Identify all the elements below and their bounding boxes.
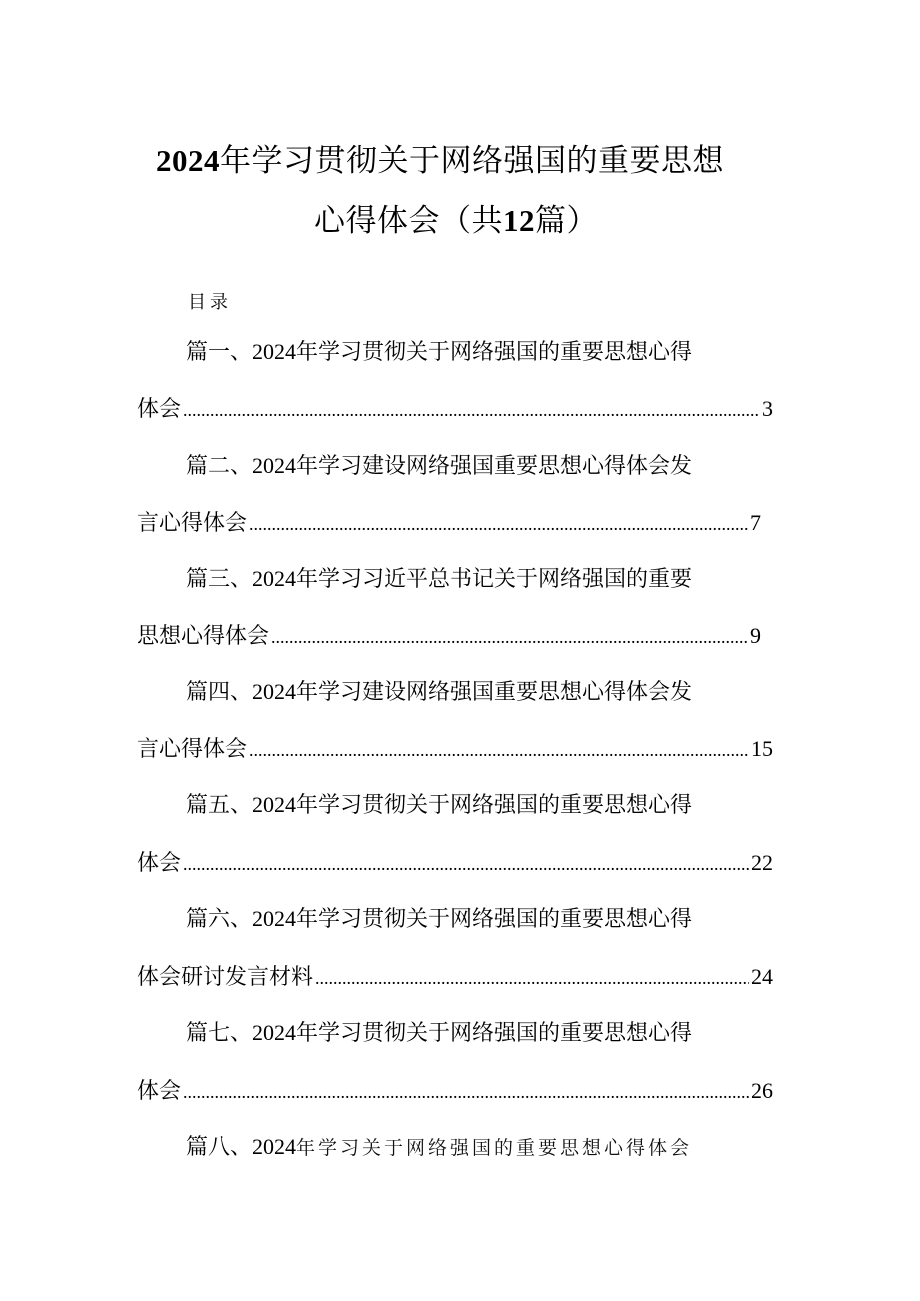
toc-entry-text: 年学习建设网络强国重要思想心得体会发 <box>296 454 693 479</box>
toc-entry-2-title[interactable] <box>186 451 692 482</box>
toc-entry-prefix: 篇八、 <box>186 1135 253 1160</box>
dot-leader <box>249 509 748 539</box>
toc-entry-text-continued: 体会研讨发言材料 <box>137 965 314 990</box>
toc-entry-prefix: 篇六、 <box>186 907 253 932</box>
toc-entry-text: 年学习贯彻关于网络强国的重要思想心得 <box>296 907 693 932</box>
toc-entry-7-continuation[interactable] <box>137 1076 773 1107</box>
toc-entry-text-continued: 体会 <box>137 851 182 876</box>
toc-entry-page-number: 24 <box>751 964 773 989</box>
toc-entry-3-title[interactable] <box>186 564 692 595</box>
toc-entry-year: 2024 <box>252 1020 297 1045</box>
toc-entry-1-title[interactable] <box>186 337 692 368</box>
dot-leader <box>183 1077 749 1107</box>
toc-entry-text-continued: 体会 <box>137 397 182 422</box>
dot-leader <box>249 735 749 765</box>
title-year: 2024 <box>156 143 220 178</box>
toc-entry-year: 2024 <box>252 339 297 364</box>
toc-entry-1-continuation[interactable] <box>137 394 773 425</box>
toc-entry-3-continuation[interactable] <box>137 621 761 652</box>
toc-entry-year: 2024 <box>252 1134 297 1159</box>
toc-entry-2-continuation[interactable] <box>137 508 761 539</box>
toc-entry-text: 年学习贯彻关于网络强国的重要思想心得 <box>296 1021 693 1046</box>
dot-leader <box>315 963 749 993</box>
toc-entry-page-number: 3 <box>762 396 773 421</box>
toc-entry-text: 年学习习近平总书记关于网络强国的重要 <box>296 567 693 592</box>
toc-entry-prefix: 篇五、 <box>186 793 253 818</box>
toc-entry-page-number: 26 <box>751 1078 773 1103</box>
toc-entry-6-continuation[interactable] <box>137 962 773 993</box>
toc-entry-6-title[interactable] <box>186 904 692 935</box>
toc-entry-year: 2024 <box>252 792 297 817</box>
toc-entry-prefix: 篇四、 <box>186 680 253 705</box>
toc-entry-year: 2024 <box>252 453 297 478</box>
toc-entry-year: 2024 <box>252 679 297 704</box>
title-text: 年学习贯彻关于网络强国的重要思想 <box>220 143 724 179</box>
toc-entry-5-title[interactable] <box>186 790 692 821</box>
toc-entry-8-title[interactable] <box>186 1132 692 1163</box>
toc-entry-prefix: 篇七、 <box>186 1021 253 1046</box>
title-subtext-post: 篇） <box>535 203 598 239</box>
document-title-line2 <box>0 201 916 241</box>
toc-entry-text-continued: 言心得体会 <box>137 737 248 762</box>
toc-entry-7-title[interactable] <box>186 1018 692 1049</box>
toc-entry-4-continuation[interactable] <box>137 734 773 765</box>
toc-entry-page-number: 9 <box>750 623 761 648</box>
toc-entry-5-continuation[interactable] <box>137 848 773 879</box>
toc-entry-page-number: 22 <box>751 850 773 875</box>
toc-entry-year: 2024 <box>252 566 297 591</box>
toc-entry-text: 年学习贯彻关于网络强国的重要思想心得 <box>296 793 693 818</box>
toc-entry-text: 年学习关于网络强国的重要思想心得体会 <box>296 1137 693 1159</box>
toc-entry-text-continued: 体会 <box>137 1079 182 1104</box>
toc-entry-text-continued: 思想心得体会 <box>137 624 270 649</box>
dot-leader <box>183 395 760 425</box>
title-subtext-pre: 心得体会（共 <box>314 203 503 239</box>
toc-entry-text: 年学习贯彻关于网络强国的重要思想心得 <box>296 340 693 365</box>
toc-entry-page-number: 7 <box>750 510 761 535</box>
toc-heading: 目录 <box>188 292 232 313</box>
toc-entry-prefix: 篇二、 <box>186 454 253 479</box>
document-title-line1 <box>0 141 900 181</box>
toc-entry-4-title[interactable] <box>186 677 692 708</box>
dot-leader <box>271 622 748 652</box>
toc-entry-text-continued: 言心得体会 <box>137 511 248 536</box>
dot-leader <box>183 849 749 879</box>
toc-entry-prefix: 篇三、 <box>186 567 253 592</box>
toc-entry-text: 年学习建设网络强国重要思想心得体会发 <box>296 680 693 705</box>
toc-entry-page-number: 15 <box>751 736 773 761</box>
toc-entry-year: 2024 <box>252 906 297 931</box>
toc-entry-prefix: 篇一、 <box>186 340 253 365</box>
title-count: 12 <box>503 203 535 238</box>
